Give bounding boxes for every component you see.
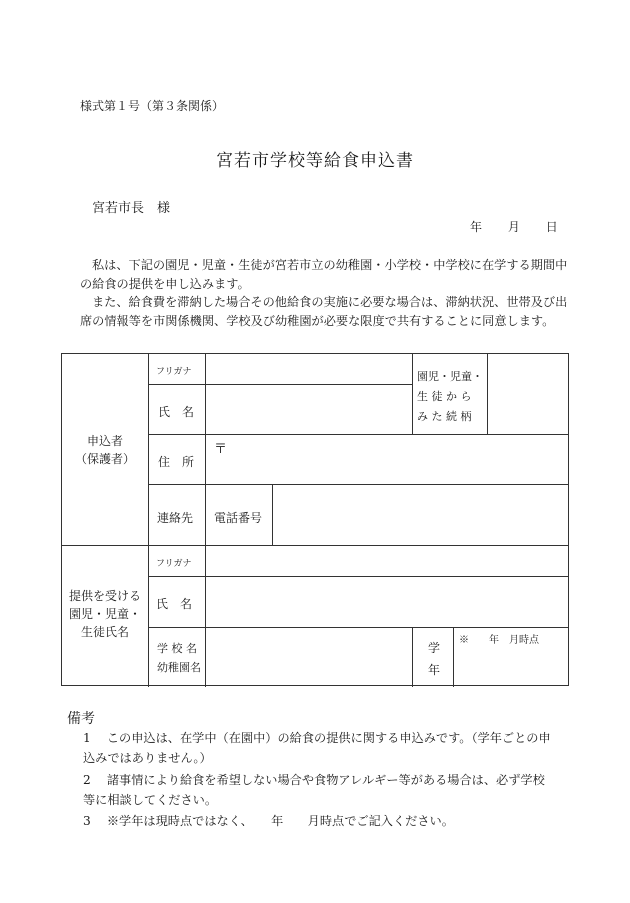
consent-paragraph-2: また、給食費を滞納した場合その他給食の実施に必要な場合は、滞納状況、世帯及び出席の情報等を市関係機関、学校及び幼稚園が必要な限度で共有することに同意します。	[80, 295, 568, 328]
recipient-label-line2: 園児・児童・	[68, 607, 141, 621]
phone-label: 電話番号	[214, 511, 263, 525]
school-label	[157, 639, 201, 677]
date-year-label: 年	[470, 220, 483, 234]
recipient-label-line1: 提供を受ける	[68, 589, 141, 603]
school-label-line2: 幼稚園名	[157, 661, 201, 674]
recipient-name-field[interactable]	[206, 577, 568, 626]
document-title: 宮若市学校等給食申込書	[216, 151, 414, 171]
relation-label	[417, 367, 483, 427]
applicant-label-sub: （保護者）	[74, 452, 135, 466]
note-item-1: 1 この申込は、在学中（在園中）の給食の提供に関する申込みです。（学年ごとの申込みではありません。）	[83, 731, 551, 765]
grade-note: ※ 年 月時点	[459, 635, 539, 646]
grade-label-line1: 学	[428, 641, 441, 655]
school-label-line1: 学 校 名	[157, 642, 197, 655]
recipient-label	[62, 587, 148, 641]
grade-label-line2: 年	[428, 663, 441, 677]
contact-label: 連絡先	[157, 511, 194, 525]
grade-label	[428, 637, 440, 681]
applicant-name-label: 氏 名	[158, 405, 195, 419]
address-field[interactable]	[206, 435, 568, 483]
relation-label-line1: 園児・児童・	[417, 370, 483, 383]
notes-title: 備考	[67, 711, 95, 727]
relation-field[interactable]	[488, 355, 568, 433]
applicant-label-text: 申込者	[86, 434, 123, 448]
address-label: 住 所	[158, 455, 195, 469]
note-item-2: 2 諸事情により給食を希望しない場合や食物アレルギー等がある場合は、必ず学校等に相談してください。	[83, 773, 545, 807]
school-name-field[interactable]	[206, 628, 411, 686]
applicant-label	[62, 432, 148, 468]
phone-field[interactable]	[273, 485, 568, 544]
recipient-furigana-label: フリガナ	[156, 559, 192, 569]
grade-field[interactable]	[454, 644, 568, 686]
relation-label-line3: み た 続 柄	[417, 410, 472, 423]
addressee: 宮若市長 様	[92, 201, 171, 216]
applicant-name-field[interactable]	[206, 385, 411, 433]
recipient-name-label: 氏 名	[156, 597, 193, 611]
relation-label-line2: 生 徒 か ら	[417, 390, 472, 403]
application-form-table	[61, 353, 569, 686]
note-item-3: 3 ※学年は現時点ではなく、 年 月時点でご記入ください。	[83, 814, 454, 828]
postal-mark: 〒	[214, 442, 228, 457]
recipient-label-line3: 生徒氏名	[80, 625, 129, 639]
date-line	[470, 218, 558, 235]
date-month-label: 月	[507, 220, 520, 234]
consent-paragraph-1: 私は、下記の園児・児童・生徒が宮若市立の幼稚園・小学校・中学校に在学する期間中の給食の提供を申し込みます。	[80, 258, 568, 291]
furigana-field[interactable]	[206, 355, 411, 383]
form-number: 様式第１号（第３条関係）	[80, 99, 225, 113]
recipient-furigana-field[interactable]	[206, 546, 568, 575]
date-day-label: 日	[545, 220, 558, 234]
furigana-label: フリガナ	[156, 367, 192, 377]
